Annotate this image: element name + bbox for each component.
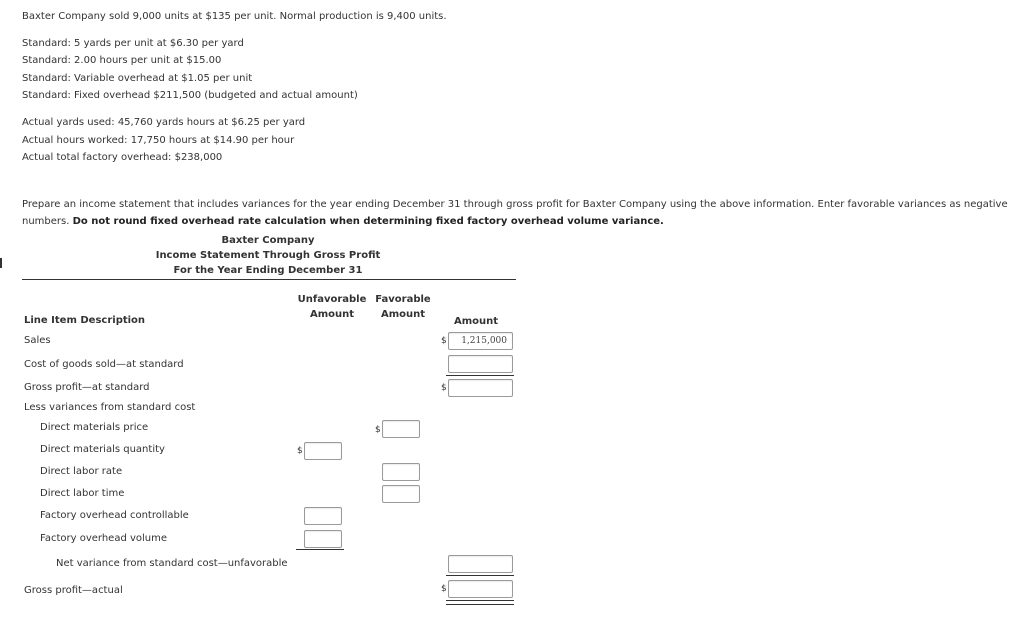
dm-quantity-unfavorable-input[interactable] [304, 442, 342, 460]
row-foh-volume: Factory overhead volume [40, 533, 168, 544]
row-less-variances: Less variances from standard cost [24, 402, 196, 413]
dollar-sign: $ [375, 425, 381, 435]
col-favorable: Favorable Amount [375, 294, 431, 320]
row-cogs-standard: Cost of goods sold—at standard [24, 359, 184, 370]
header-rule [22, 279, 516, 280]
dm-price-favorable-input[interactable] [382, 420, 420, 438]
instructions [22, 196, 1008, 230]
row-gross-profit-actual: Gross profit—actual [24, 585, 123, 596]
col-amount: Amount [453, 316, 499, 327]
standard-line: Standard: 2.00 hours per unit at $15.00 [22, 55, 222, 66]
dollar-sign: $ [441, 336, 447, 346]
sales-amount-field[interactable]: 1,215,000 [448, 332, 513, 350]
foh-volume-unfavorable-input[interactable] [304, 530, 342, 548]
gross-profit-actual-input[interactable] [448, 580, 513, 598]
row-dm-price: Direct materials price [40, 422, 149, 433]
row-dl-time: Direct labor time [40, 488, 125, 499]
dollar-sign: $ [297, 446, 303, 456]
statement-period: For the Year Ending December 31 [173, 265, 363, 276]
gross-profit-double-underline [446, 600, 514, 605]
instructions-line-2: numbers. Do not round fixed overhead rate calculation when determining fixed factory overhead volume variance. [22, 216, 664, 227]
net-variance-amount-input[interactable] [448, 555, 513, 573]
standard-line: Standard: 5 yards per unit at $6.30 per yard [22, 38, 244, 49]
row-dm-quantity: Direct materials quantity [40, 444, 165, 455]
actual-line: Actual yards used: 45,760 yards hours at $6.25 per yard [22, 117, 306, 128]
standard-line: Standard: Variable overhead at $1.05 per unit [22, 73, 253, 84]
row-foh-controllable: Factory overhead controllable [40, 510, 189, 521]
cogs-amount-input[interactable] [448, 355, 513, 373]
variance-underline [296, 549, 344, 550]
statement-title: Income Statement Through Gross Profit [155, 250, 381, 261]
left-edge-marker [0, 258, 2, 268]
row-dl-rate: Direct labor rate [40, 466, 123, 477]
instructions-line-1: Prepare an income statement that includes variances for the year ending December 31 through gross profit for Baxter Company using the above information. Enter favorable variances as negative [22, 199, 1008, 210]
instructions-bold: Do not round fixed overhead rate calculation when determining fixed factory overhead volume variance. [72, 216, 664, 227]
dollar-sign: $ [441, 383, 447, 393]
col-line-item-description: Line Item Description [24, 315, 146, 326]
dl-time-favorable-input[interactable] [382, 485, 420, 503]
actual-line: Actual hours worked: 17,750 hours at $14.90 per hour [22, 135, 295, 146]
dl-rate-favorable-input[interactable] [382, 463, 420, 481]
col-unfavorable: Unfavorable Amount [297, 294, 367, 320]
row-sales: Sales [24, 335, 51, 346]
actual-line: Actual total factory overhead: $238,000 [22, 152, 223, 163]
row-net-variance: Net variance from standard cost—unfavorable [56, 558, 288, 569]
row-gross-profit-standard: Gross profit—at standard [24, 382, 150, 393]
cogs-underline [446, 375, 514, 376]
dollar-sign: $ [441, 584, 447, 594]
problem-intro: Baxter Company sold 9,000 units at $135 per unit. Normal production is 9,400 units. [22, 11, 447, 22]
gross-profit-standard-input[interactable] [448, 379, 513, 397]
standard-line: Standard: Fixed overhead $211,500 (budgeted and actual amount) [22, 90, 358, 101]
company-name: Baxter Company [221, 235, 315, 246]
net-variance-underline [446, 575, 514, 576]
foh-controllable-unfavorable-input[interactable] [304, 507, 342, 525]
